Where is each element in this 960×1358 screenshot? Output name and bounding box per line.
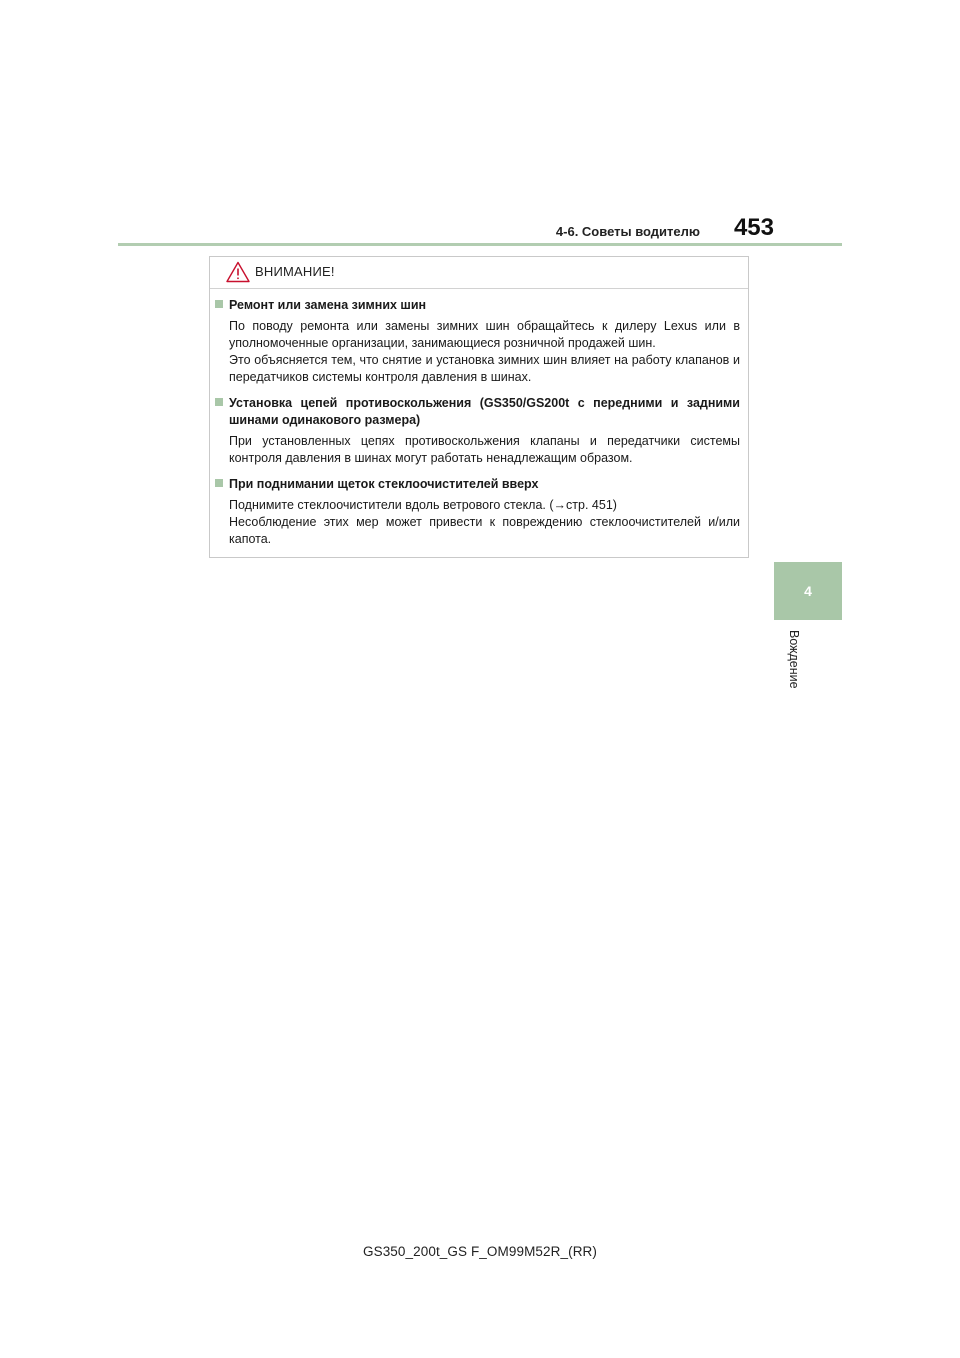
chapter-label-text: Вождение [787,630,801,689]
warning-title: ВНИМАНИЕ! [255,264,335,279]
warning-item [210,395,748,467]
square-bullet-icon [215,398,223,406]
header-divider [118,243,842,246]
document-code: GS350_200t_GS F_OM99M52R_(RR) [362,1244,597,1259]
warning-item [210,297,748,386]
page-number: 453 [733,214,774,241]
chapter-label [785,630,805,700]
square-bullet-icon [215,479,223,487]
paragraph: Это объясняется тем, что снятие и установка зимних шин влияет на работу клапанов и передатчиков системы контроля давления в шинах. [229,353,740,384]
warning-item-text [229,433,740,467]
warning-box [209,256,749,558]
paragraph: По поводу ремонта или замены зимних шин обращайтесь к дилеру Lexus или в уполномоченные организации, занимающиеся розничной продажей шин. [229,319,740,350]
warning-item-title: Установка цепей противоскольжения (GS350/GS200t с передними и задними шинами одинакового размера) [229,396,740,427]
paragraph: Поднимите стеклоочистители вдоль ветрового стекла. (→стр. 451) [229,498,617,512]
paragraph: При установленных цепях противоскольжения клапаны и передатчики системы контроля давления в шинах могут работать ненадлежащим образом. [229,434,740,465]
warning-item-text [229,318,740,386]
warning-triangle-icon [226,261,250,283]
section-title: 4-6. Советы водителю [555,224,700,239]
warning-item-title: Ремонт или замена зимних шин [229,298,427,312]
page-header [120,212,840,244]
warning-item [210,476,748,548]
chapter-number: 4 [804,583,812,599]
warning-body [210,297,748,548]
warning-item-text [229,497,740,548]
square-bullet-icon [215,300,223,308]
warning-header [210,257,748,289]
chapter-tab [774,562,842,620]
warning-item-title: При поднимании щеток стеклоочистителей вверх [229,477,539,491]
paragraph: Несоблюдение этих мер может привести к повреждению стеклоочистителей и/или капота. [229,515,740,546]
